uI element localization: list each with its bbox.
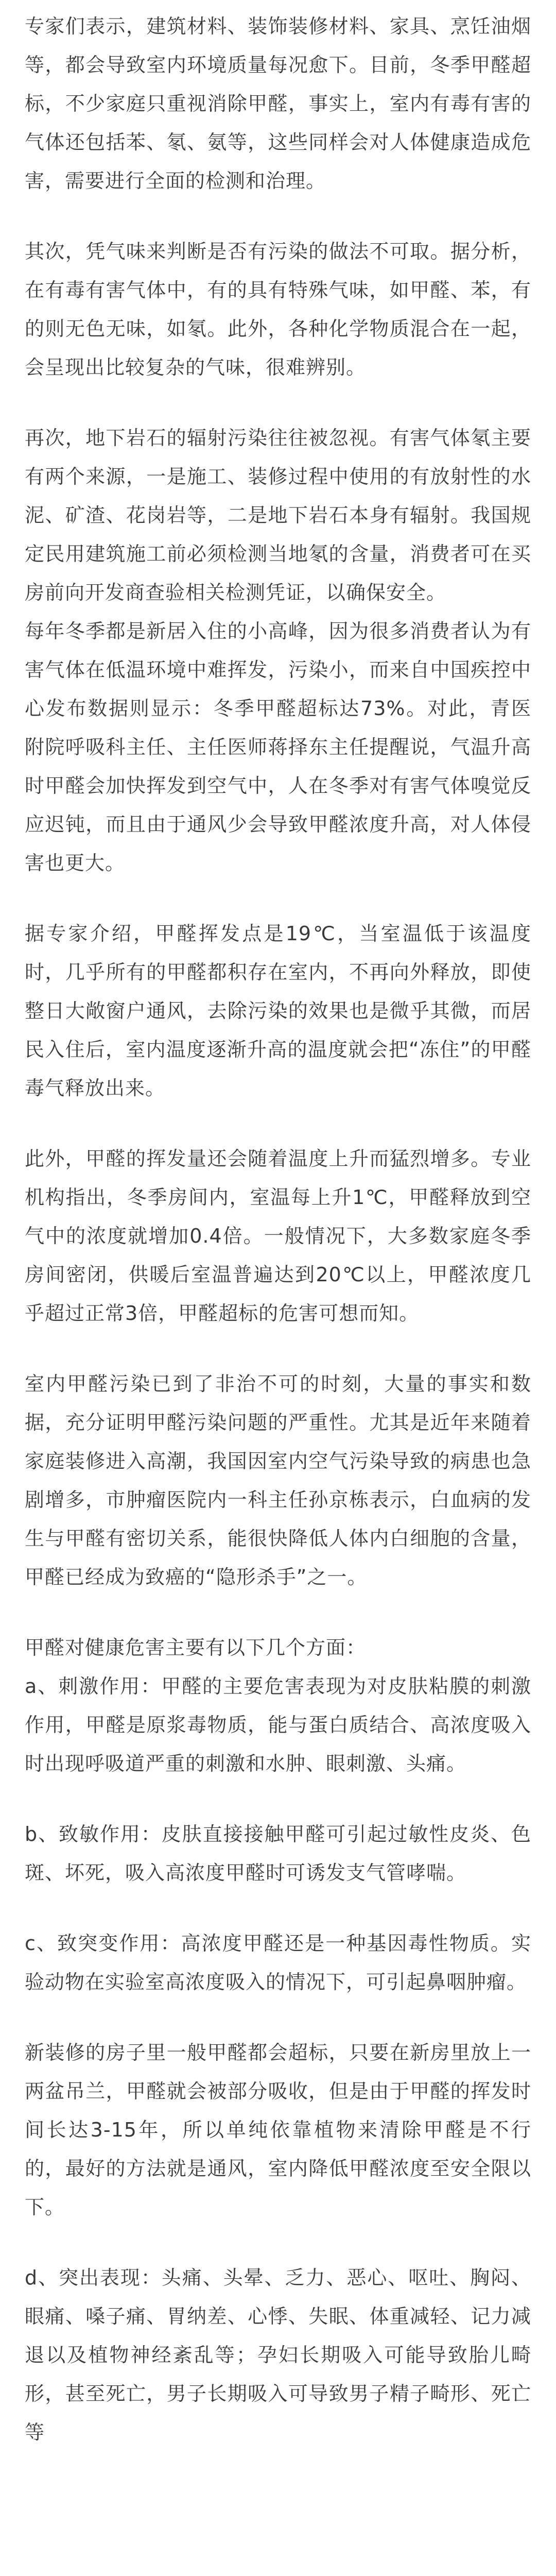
paragraph-hazard-b: b、致敏作用：皮肤直接接触甲醛可引起过敏性皮炎、色斑、坏死，吸入高浓度甲醛时可诱发支气管哮喘。 xyxy=(25,1823,531,1884)
paragraph-hazard-a: a、刺激作用：甲醛的主要危害表现为对皮肤粘膜的刺激作用，甲醛是原浆毒物质，能与蛋白质结合、高浓度吸入时出现呼吸道严重的刺激和水肿、眼刺激、头痛。 xyxy=(25,1675,531,1775)
paragraph-winter: 每年冬季都是新居入住的小高峰，因为很多消费者认为有害气体在低温环境中难挥发，污染小，而来自中国疾控中心发布数据则显示：冬季甲醛超标达73%。对此，青医附院呼吸科主任、主任医师蒋择东主任提醒说，气温升高时甲醛会加快挥发到空气中，人在冬季对有害气体嗅觉反应迟钝，而且由于通风少会导致甲醛浓度升高，对人体侵害也更大。 xyxy=(25,620,531,874)
paragraph-intro: 专家们表示，建筑材料、装饰装修材料、家具、烹饪油烟等，都会导致室内环境质量每况愈下。目前，冬季甲醛超标，不少家庭只重视消除甲醛，事实上，室内有毒有害的气体还包括苯、氡、氨等，这些同样会对人体健康造成危害，需要进行全面的检测和治理。 xyxy=(25,15,531,192)
paragraph-hazard-d: d、突出表现：头痛、头晕、乏力、恶心、呕吐、胸闷、眼痛、嗓子痛、胃纳差、心悸、失眠、体重减轻、记力减退以及植物神经紊乱等；孕妇长期吸入可能导致胎儿畸形，甚至死亡，男子长期吸入可导致男子精子畸形、死亡等 xyxy=(25,2266,531,2444)
paragraph-odor: 其次，凭气味来判断是否有污染的做法不可取。据分析，在有毒有害气体中，有的具有特殊气味，如甲醛、苯，有的则无色无味，如氡。此外，各种化学物质混合在一起，会呈现出比较复杂的气味，很难辨别。 xyxy=(25,240,531,379)
paragraph-plants-ventilation: 新装修的房子里一般甲醛都会超标，只要在新房里放上一两盆吊兰，甲醛就会被部分吸收，但是由于甲醛的挥发时间长达3-15年，所以单纯依靠植物来清除甲醛是不行的，最好的方法就是通风，室内降低甲醛浓度至安全限以下。 xyxy=(25,2041,531,2218)
paragraph-volatilization-point: 据专家介绍，甲醛挥发点是19℃，当室温低于该温度时，几乎所有的甲醛都积存在室内，不再向外释放，即使整日大敞窗户通风，去除污染的效果也是微乎其微，而居民入住后，室内温度逐渐升高的温度就会把“冻住”的甲醛毒气释放出来。 xyxy=(25,922,531,1099)
paragraph-hazard-c: c、致突变作用：高浓度甲醛还是一种基因毒性物质。实验动物在实验室高浓度吸入的情况下，可引起鼻咽肿瘤。 xyxy=(25,1932,531,1993)
paragraph-severity: 室内甲醛污染已到了非治不可的时刻，大量的事实和数据，充分证明甲醛污染问题的严重性。尤其是近年来随着家庭装修进入高潮，我国因室内空气污染导致的病患也急剧增多，市肿瘤医院内一科主任孙京栋表示，白血病的发生与甲醛有密切关系，能很快降低人体内白细胞的含量，甲醛已经成为致癌的“隐形杀手”之一。 xyxy=(25,1372,531,1588)
paragraph-radon: 再次，地下岩石的辐射污染往往被忽视。有害气体氡主要有两个来源，一是施工、装修过程中使用的有放射性的水泥、矿渣、花岗岩等，二是地下岩石本身有辐射。我国规定民用建筑施工前必须检测当地氡的含量，消费者可在买房前向开发商查验相关检测凭证，以确保安全。 xyxy=(25,427,531,604)
paragraph-hazards-heading: 甲醛对健康危害主要有以下几个方面： xyxy=(25,1636,367,1659)
paragraph-temperature: 此外，甲醛的挥发量还会随着温度上升而猛烈增多。专业机构指出，冬季房间内，室温每上升1℃，甲醛释放到空气中的浓度就增加0.4倍。一般情况下，大多数家庭冬季房间密闭，供暖后室温普遍达到20℃以上，甲醛浓度几乎超过正常3倍，甲醛超标的危害可想而知。 xyxy=(25,1147,531,1325)
